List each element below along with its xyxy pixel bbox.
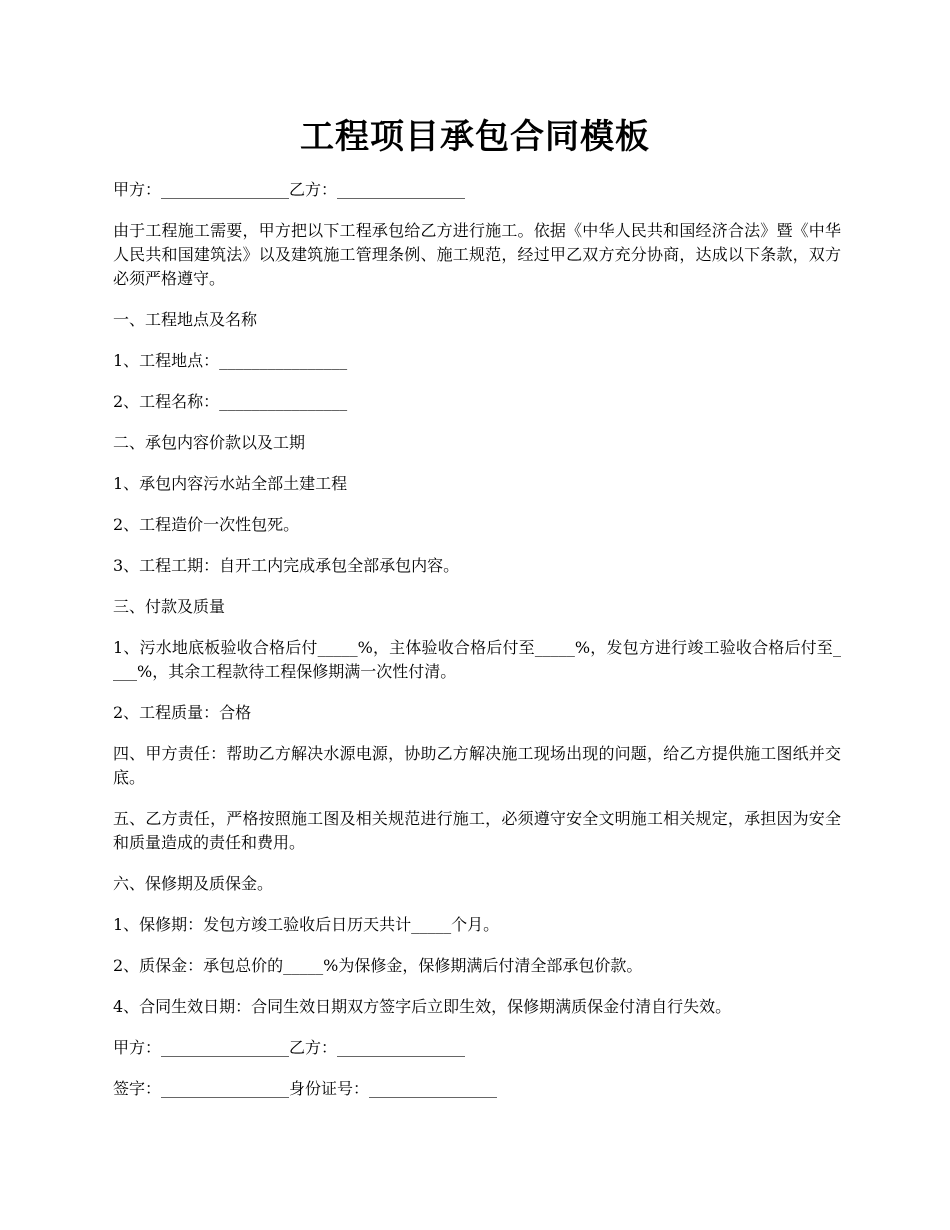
clause-contract-content: 1、承包内容污水站全部土建工程 — [113, 474, 348, 493]
section-heading-1: 一、工程地点及名称 — [113, 310, 258, 329]
clause-retention-money: 2、质保金：承包总价的_____%为保修金，保修期满后付清全部承包价款。 — [113, 956, 643, 975]
clause-project-location: 1、工程地点：________________ — [113, 351, 348, 370]
party-line: 甲方：________________乙方：________________ — [113, 180, 466, 199]
section-party-b-duty: 五、乙方责任，严格按照施工图及相关规范进行施工，必须遵守安全文明施工相关规定，承担因为安全和质量造成的责任和费用。 — [113, 809, 841, 852]
section-party-a-duty: 四、甲方责任：帮助乙方解决水源电源，协助乙方解决施工现场出现的问题，给乙方提供施工图纸并交底。 — [113, 744, 841, 787]
clause-project-duration: 3、工程工期：自开工内完成承包全部承包内容。 — [113, 556, 460, 575]
section-heading-2: 二、承包内容价款以及工期 — [113, 433, 306, 452]
document-body — [113, 178, 841, 1118]
clause-project-name: 2、工程名称：________________ — [113, 392, 348, 411]
document-title: 工程项目承包合同模板 — [300, 117, 650, 157]
clause-quality: 2、工程质量：合格 — [113, 703, 252, 722]
intro-paragraph: 由于工程施工需要，甲方把以下工程承包给乙方进行施工。依据《中华人民共和国经济合法》暨《中华人民共和国建筑法》以及建筑施工管理条例、施工规范，经过甲乙双方充分协商，达成以下条款，双方必须严格遵守。 — [113, 221, 841, 288]
clause-warranty-period: 1、保修期：发包方竣工验收后日历天共计_____个月。 — [113, 915, 500, 934]
clause-payment: 1、污水地底板验收合格后付_____%，主体验收合格后付至_____%，发包方进行竣工验收合格后付至____%，其余工程款待工程保修期满一次性付清。 — [113, 638, 841, 681]
clause-effective-date: 4、合同生效日期：合同生效日期双方签字后立即生效，保修期满质保金付清自行失效。 — [113, 997, 732, 1016]
signature-id-line: 签字：________________身份证号：________________ — [113, 1079, 498, 1098]
section-heading-3: 三、付款及质量 — [113, 597, 226, 616]
section-heading-6: 六、保修期及质保金。 — [113, 874, 274, 893]
signature-party-line: 甲方：________________乙方：________________ — [113, 1038, 466, 1057]
clause-project-cost: 2、工程造价一次性包死。 — [113, 515, 300, 534]
